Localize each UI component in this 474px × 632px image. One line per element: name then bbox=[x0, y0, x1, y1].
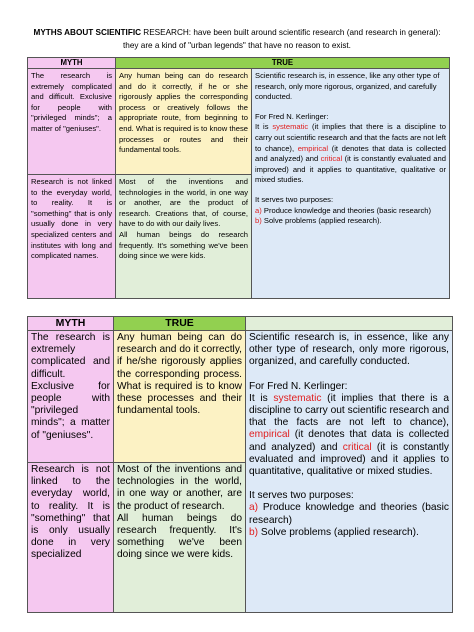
title-rest: RESEARCH: have been built around scientific research (and research in general): bbox=[141, 28, 441, 37]
kerlinger-text: It is systematic (it implies that there is a discipline to carry out scientific research and that the facts are not left to chance), empirical (it denotes that data is collected and analyzed) and critical (it is constantly evaluated and improved) and it applies to quantitative, qualitative or mixed studies. bbox=[255, 122, 446, 185]
true-cell-2-p2: All human beings do research frequently. It's something we've been doing since we were kids. bbox=[119, 229, 248, 261]
header-true: TRUE bbox=[116, 58, 450, 69]
kerlinger-text: It is systematic (it implies that there is a discipline to carry out scientific research and that the facts are not left to chance), empirical (it denotes that data is collected and analyzed) and critical (it is constantly evaluated and improved) and it applies to quantitative, qualitative or mixed studies. bbox=[249, 392, 449, 478]
myth-cell-2: Research is not linked to the everyday world, to reality. It is "something" that is only usually done in very specialized centers and institutes with long and complicated names. bbox=[28, 175, 116, 299]
title-bold: MYTHS ABOUT SCIENTIFIC bbox=[33, 28, 142, 37]
true-cell-1: Any human being can do research and do it correctly, if he or she rigorously applies the corresponding process or creatively follows the appropriate route, from beginning to end. What is required is to know these processes or routes and their fundamental tools. bbox=[116, 69, 252, 175]
table-row bbox=[28, 69, 450, 175]
systematic-term: systematic bbox=[272, 122, 309, 132]
header-myth: MYTH bbox=[28, 58, 116, 69]
header-true: TRUE bbox=[114, 317, 246, 331]
true-cell-2-p1: Most of the inventions and technologies in the world, in one way or another, are the product of research. bbox=[117, 464, 242, 512]
title-line-1 bbox=[4, 26, 470, 39]
myth-cell-1: The research is extremely complicated and difficult. Exclusive for people with "privileged minds"; a matter of "geniuses". bbox=[28, 69, 116, 175]
myth-cell-1: The research is extremely complicated and difficult. Exclusive for people with "privileged minds"; a matter of "geniuses". bbox=[28, 331, 114, 463]
purpose-b: b) Solve problems (applied research). bbox=[255, 216, 382, 226]
kerlinger-label: For Fred N. Kerlinger: bbox=[249, 380, 348, 392]
explanation-cell bbox=[252, 69, 450, 299]
table-row bbox=[28, 331, 453, 463]
explanation-intro: Scientific research is, in essence, like any other type of research, only more rigorous, organized, and carefully conducted. bbox=[255, 71, 440, 102]
myths-table-large bbox=[27, 316, 453, 613]
explanation-cell bbox=[246, 331, 453, 613]
page-title bbox=[4, 26, 470, 52]
explanation-intro: Scientific research is, in essence, like any other type of research, only more rigorous, organized, and carefully conducted. bbox=[249, 332, 449, 368]
critical-term: critical bbox=[320, 154, 343, 164]
table-header-row bbox=[28, 58, 450, 69]
myth-cell-2: Research is not linked to the everyday world, to reality. It is "something" that is only usually done in very specialized bbox=[28, 463, 114, 613]
true-cell-2-p1: Most of the inventions and technologies in the world, in one way or another, are the product of research. Creations that, of course, have to do with our daily lives. bbox=[119, 177, 248, 229]
critical-term: critical bbox=[342, 441, 372, 453]
true-cell-2-p2: All human beings do research frequently. It's something we've been doing since we were kids. bbox=[117, 512, 242, 561]
true-cell-2 bbox=[114, 463, 246, 613]
purpose-a: a) Produce knowledge and theories (basic research) bbox=[255, 205, 432, 215]
title-line-2: they are a kind of "urban legends" that have no reason to exist. bbox=[123, 41, 351, 50]
purposes-label: It serves two purposes: bbox=[249, 490, 354, 502]
header-myth: MYTH bbox=[28, 317, 114, 331]
purposes-label: It serves two purposes: bbox=[255, 194, 334, 204]
header-empty-cell bbox=[246, 317, 453, 331]
systematic-term: systematic bbox=[273, 392, 322, 404]
empirical-term: empirical bbox=[249, 429, 290, 441]
myths-table bbox=[27, 57, 450, 299]
purpose-a: a) Produce knowledge and theories (basic research) bbox=[249, 502, 449, 526]
kerlinger-label: For Fred N. Kerlinger: bbox=[255, 111, 329, 121]
table-header-row bbox=[28, 317, 453, 331]
purpose-b: b) Solve problems (applied research). bbox=[249, 526, 419, 538]
true-cell-1: Any human being can do research and do it correctly, if he/she rigorously applies the corresponding process. What is required is to know these processes and their fundamental tools. bbox=[114, 331, 246, 463]
true-cell-2 bbox=[116, 175, 252, 299]
empirical-term: empirical bbox=[297, 143, 329, 153]
